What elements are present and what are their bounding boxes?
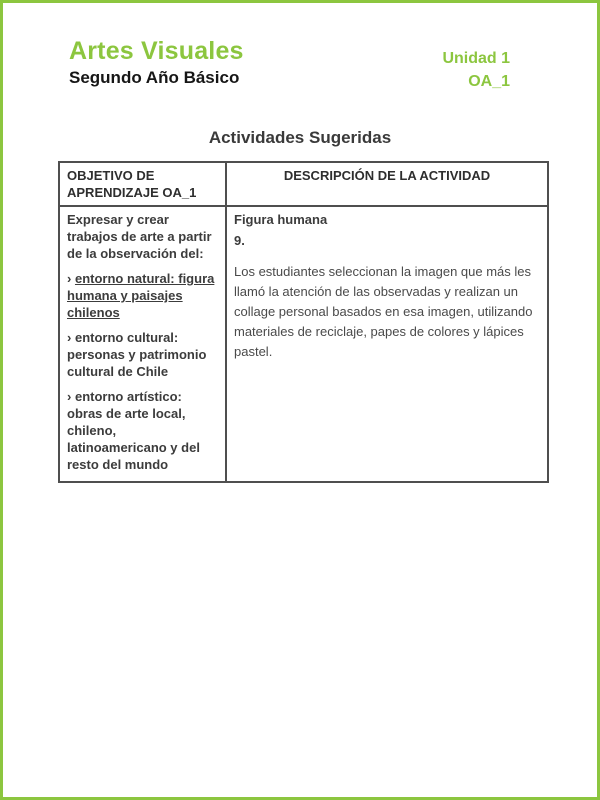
table-row [59,206,548,482]
objective-column-header: OBJETIVO DE APRENDIZAJE OA_1 [59,162,226,206]
bullet-marker: › [67,271,72,286]
objective-item-text: entorno artístico: obras de arte local, chileno, latinoamericano y del resto del mundo [67,389,200,472]
objective-item-natural [67,270,218,321]
description-column-header: DESCRIPCIÓN DE LA ACTIVIDAD [226,162,548,206]
activity-cell [226,206,548,482]
oa-label: OA_1 [468,73,510,90]
objective-item-text: entorno cultural: personas y patrimonio cultural de Chile [67,330,207,379]
document-subtitle: Segundo Año Básico [69,68,240,87]
bullet-marker: › [67,330,72,345]
activities-table [58,161,549,483]
activity-description: Los estudiantes seleccionan la imagen que más les llamó la atención de las observadas y realizan un collage personal basados en esa imagen, utilizando materiales de reciclaje, papes de colores y lápices pastel. [234,264,533,359]
objective-cell [59,206,226,482]
document-title: Artes Visuales [69,37,244,65]
unit-label: Unidad 1 [442,50,510,67]
brand-block [69,38,244,88]
unit-block [442,47,510,93]
objective-item-cultural [67,329,218,380]
objective-item-text: entorno natural: figura humana y paisajes chilenos [67,271,215,320]
objective-intro: Expresar y crear trabajos de arte a partir de la observación del: [67,212,212,261]
section-title: Actividades Sugeridas [208,128,392,147]
objective-item-artistico [67,388,218,473]
bullet-marker: › [67,389,72,404]
activity-heading: Figura humana [234,212,328,227]
table-header-row [59,162,548,206]
activity-number: 9. [234,233,245,248]
